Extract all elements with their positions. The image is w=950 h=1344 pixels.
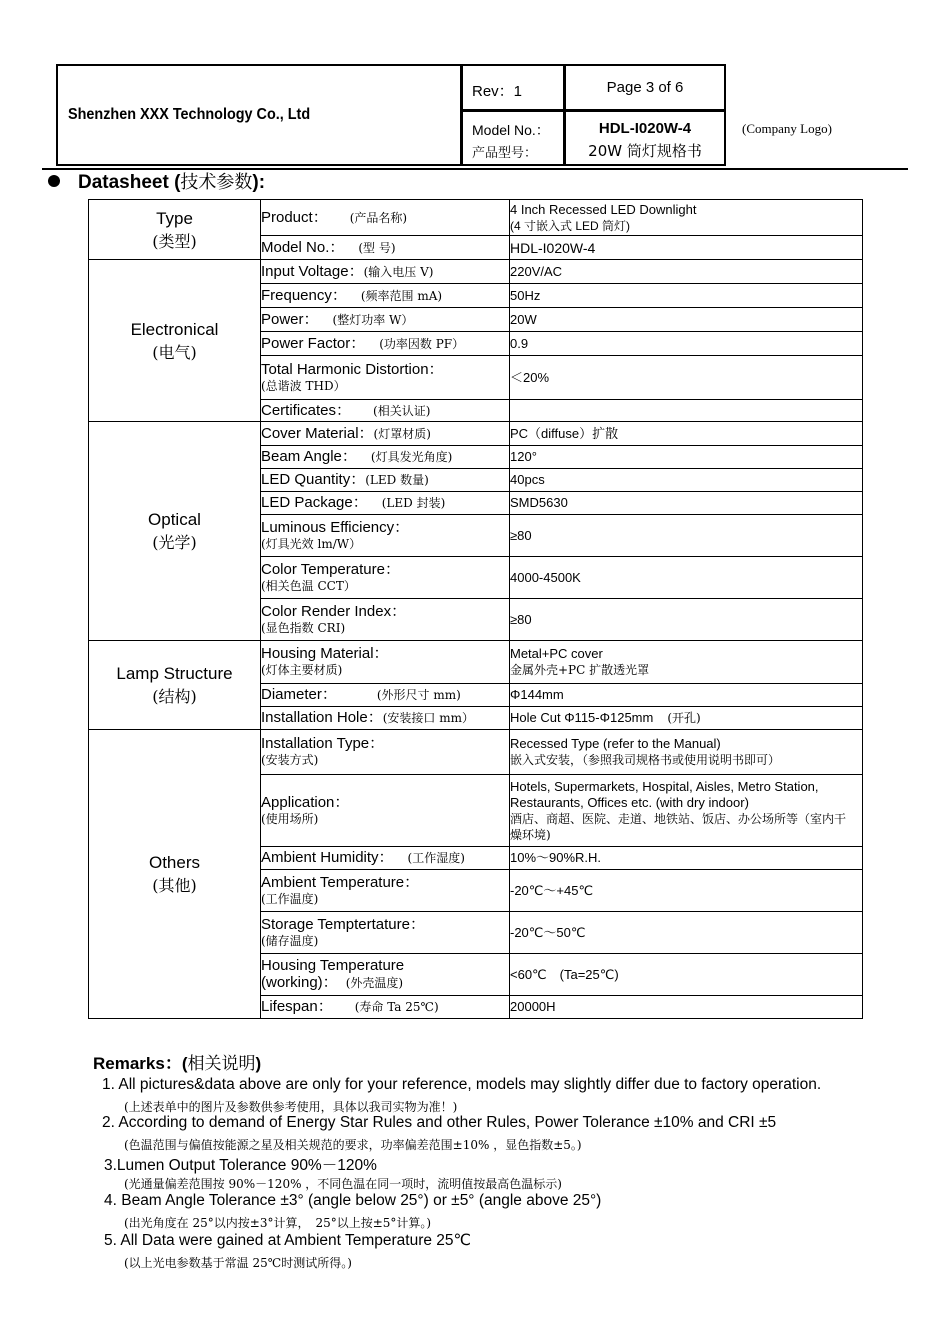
model-value: HDL-I020W-4 [598, 120, 692, 137]
param-label: Product： (产品名称) [261, 200, 510, 236]
param-label: Housing Material： (灯体主要材质) [261, 641, 510, 684]
table-row [89, 422, 863, 446]
revision-label: Rev：1 [472, 83, 523, 100]
page-number: Page 3 of 6 [606, 79, 684, 96]
param-value: Metal+PC cover 金属外壳+PC 扩散透光罩 [510, 641, 863, 684]
remark-item: 1. All pictures&data above are only for your reference, models may slightly differ due to factory operation. [102, 1076, 822, 1093]
category-cn: (其他) [152, 876, 197, 895]
category-others [89, 730, 261, 1019]
category-electronical [89, 260, 261, 422]
param-label: Model No.： (型 号) [261, 236, 510, 260]
param-value: 220V/AC [510, 260, 863, 284]
category-type [89, 200, 261, 260]
category-optical [89, 422, 261, 641]
param-label: Power Factor： (功率因数 PF） [261, 332, 510, 356]
param-label: Lifespan： (寿命 Ta 25℃) [261, 996, 510, 1019]
param-label: Color Temperature： (相关色温 CCT） [261, 557, 510, 599]
company-name-cell [56, 64, 462, 166]
param-value: 10%～90%R.H. [510, 847, 863, 870]
remark-item-cn: (色温范围与偏值按能源之星及相关规范的要求，功率偏差范围±10% ，显色指数±5。) [124, 1138, 582, 1152]
table-row [89, 730, 863, 775]
remark-item-cn: (上述表单中的图片及参数供参考使用，具体以我司实物为准！) [124, 1100, 458, 1114]
param-label: Cover Material：(灯罩材质) [261, 422, 510, 446]
param-value: 40pcs [510, 469, 863, 492]
table-row [89, 260, 863, 284]
bullet-icon [48, 175, 60, 187]
param-label: Housing Temperature (working)： (外壳温度) [261, 954, 510, 996]
param-label: Total Harmonic Distortion： (总谐波 THD） [261, 356, 510, 400]
param-label: LED Package： (LED 封装) [261, 492, 510, 515]
datasheet-table [88, 199, 863, 1019]
param-value: 4000-4500K [510, 557, 863, 599]
param-label: Application： (使用场所) [261, 775, 510, 847]
param-value: HDL-I020W-4 [510, 236, 863, 260]
revision-cell [461, 64, 565, 111]
company-logo-placeholder: (Company Logo) [742, 121, 832, 136]
param-value: ＜20% [510, 356, 863, 400]
remarks-title-cn: 相关说明 [187, 1054, 256, 1074]
page-number-cell [564, 64, 726, 111]
company-name: Shenzhen XXX Technology Co., Ltd [68, 106, 311, 123]
param-value: 120° [510, 446, 863, 469]
remark-item-cn: (以上光电参数基于常温 25℃时测试所得。) [124, 1256, 352, 1270]
param-label: LED Quantity：(LED 数量) [261, 469, 510, 492]
param-value [510, 400, 863, 422]
param-value: 50Hz [510, 284, 863, 308]
param-label: Beam Angle： (灯具发光角度) [261, 446, 510, 469]
category-en: Electronical [130, 319, 219, 339]
remarks-title-tail: ) [255, 1054, 262, 1073]
datasheet-title-en: Datasheet ( [78, 172, 181, 193]
param-label: Diameter： (外形尺寸 mm) [261, 684, 510, 707]
param-value: Hotels, Supermarkets, Hospital, Aisles, Metro Station, Restaurants, Offices etc. (with dry indoor) 酒店、商超、医院、走道、地铁站、饭店、办公场所等（室内干燥环境) [510, 775, 863, 847]
param-label: Ambient Humidity： (工作湿度) [261, 847, 510, 870]
param-value: Φ144mm [510, 684, 863, 707]
table-row [89, 200, 863, 236]
category-en: Type [156, 208, 193, 228]
param-label: Frequency： (频率范围 mA) [261, 284, 510, 308]
table-row [89, 641, 863, 684]
category-cn: (类型) [152, 231, 197, 251]
param-value: SMD5630 [510, 492, 863, 515]
category-cn: (光学) [152, 533, 197, 552]
param-value: 20W [510, 308, 863, 332]
param-label: Input Voltage：(输入电压 V) [261, 260, 510, 284]
category-en: Others [148, 853, 201, 872]
remark-item-cn: (光通量偏差范围按 90%－120% ，不同色温在同一项时，流明值按最高色温标示) [124, 1177, 562, 1191]
remark-item: 2. According to demand of Energy Star Rules and other Rules, Power Tolerance ±10% and CRI ±5 [102, 1114, 777, 1131]
param-value: ≥80 [510, 599, 863, 641]
datasheet-title-cn: 技术参数 [180, 172, 253, 193]
model-description: 20W 筒灯规格书 [588, 142, 702, 160]
param-value: 4 Inch Recessed LED Downlight (4 寸嵌入式 LED 筒灯) [510, 200, 863, 236]
param-label: Color Render Index： (显色指数 CRI) [261, 599, 510, 641]
remark-item: 3.Lumen Output Tolerance 90%－120% [104, 1157, 377, 1174]
datasheet-title-tail: ): [252, 172, 266, 193]
category-cn: (电气) [152, 342, 197, 362]
param-value: 0.9 [510, 332, 863, 356]
param-value: -20℃～50℃ [510, 912, 863, 954]
model-label-cell [461, 110, 565, 166]
model-label-cn: 产品型号： [472, 146, 538, 161]
param-value: Recessed Type (refer to the Manual) 嵌入式安装，（参照我司规格书或使用说明书即可） [510, 730, 863, 775]
remarks-title-en: Remarks：( [93, 1054, 188, 1073]
category-en: Lamp Structure [116, 664, 233, 683]
param-label: Installation Hole：(安装接口 mm） [261, 707, 510, 730]
remark-item: 4. Beam Angle Tolerance ±3° (angle below 25°) or ±5° (angle above 25°) [104, 1192, 602, 1209]
category-lamp-structure [89, 641, 261, 730]
param-label: Luminous Efficiency： (灯具光效 lm/W） [261, 515, 510, 557]
remark-item-cn: (出光角度在 25°以内按±3°计算， 25°以上按±5°计算。) [124, 1216, 432, 1230]
datasheet-title [48, 168, 265, 194]
param-label: Storage Temptertature： (储存温度) [261, 912, 510, 954]
remarks-title [93, 1049, 261, 1074]
param-value: -20℃～+45℃ [510, 870, 863, 912]
param-label: Power： (整灯功率 W） [261, 308, 510, 332]
model-label-en: Model No.： [472, 122, 550, 138]
param-value: ≥80 [510, 515, 863, 557]
param-value: 20000H [510, 996, 863, 1019]
param-value: <60℃ (Ta=25℃) [510, 954, 863, 996]
param-label: Ambient Temperature： (工作温度) [261, 870, 510, 912]
remark-item: 5. All Data were gained at Ambient Temperature 25℃ [104, 1232, 471, 1249]
param-value: Hole Cut Φ115-Φ125mm (开孔) [510, 707, 863, 730]
param-label: Certificates： (相关认证) [261, 400, 510, 422]
param-label: Installation Type： (安装方式) [261, 730, 510, 775]
category-en: Optical [148, 510, 201, 529]
model-value-cell [564, 110, 726, 166]
param-value: PC（diffuse）扩散 [510, 422, 863, 446]
category-cn: (结构) [152, 687, 197, 706]
